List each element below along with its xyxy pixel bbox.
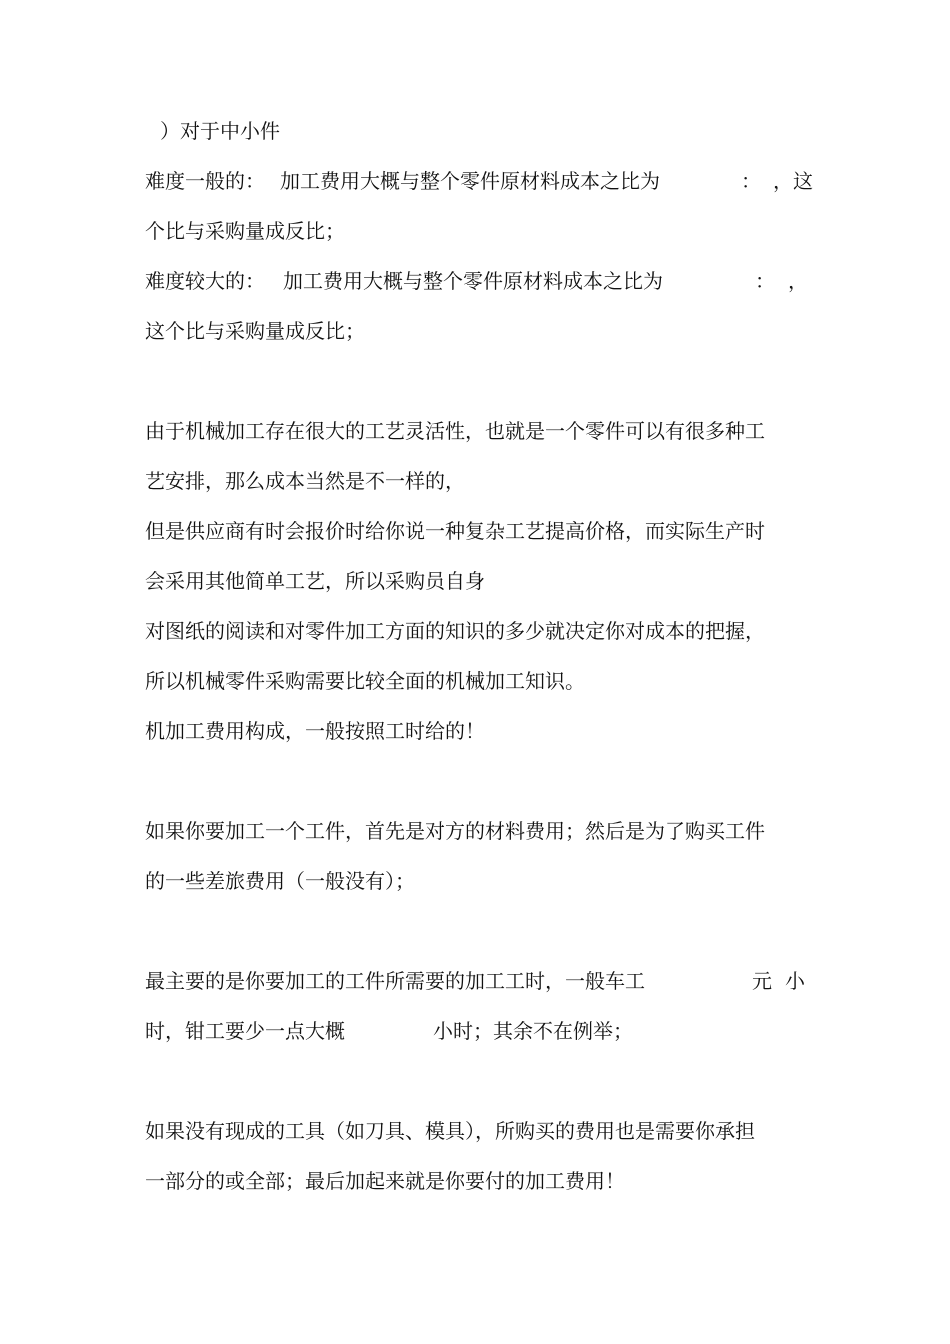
text-segment: 元 [752,969,772,993]
text-segment: ）对于中小件 [160,119,280,143]
text-segment: 小时；其余不在例举； [433,1019,633,1043]
text-segment: 小 [785,969,805,993]
text-segment: ： [755,269,775,293]
text-segment: 所以机械零件采购需要比较全面的机械加工知识。 [145,669,585,693]
text-line [145,267,810,295]
text-line [145,417,810,445]
text-segment: 如果没有现成的工具（如刀具、模具），所购买的费用也是需要你承担 [145,1119,755,1143]
text-segment: 机加工费用构成，一般按照工时给的！ [145,719,485,743]
text-line [145,967,810,995]
text-line [145,567,810,595]
text-segment: 一部分的或全部；最后加起来就是你要付的加工费用！ [145,1169,625,1193]
text-segment: 由于机械加工存在很大的工艺灵活性，也就是一个零件可以有很多种工 [145,419,765,443]
text-segment: 时，钳工要少一点大概 [145,1019,345,1043]
text-line [145,817,810,845]
text-segment: ，这 [773,169,813,193]
text-segment: 难度较大的： [145,269,265,293]
text-line [145,317,810,345]
text-segment: 的一些差旅费用（一般没有）； [145,869,415,893]
text-line [145,617,810,645]
text-line [145,167,813,195]
text-segment: 这个比与采购量成反比； [145,319,365,343]
text-line [145,217,810,245]
text-segment: 如果你要加工一个工件，首先是对方的材料费用；然后是为了购买工件 [145,819,765,843]
text-segment: 难度一般的： [145,169,265,193]
text-line [145,467,810,495]
text-line [145,667,810,695]
text-segment: 艺安排，那么成本当然是不一样的， [145,469,465,493]
text-segment: 但是供应商有时会报价时给你说一种复杂工艺提高价格，而实际生产时 [145,519,765,543]
text-segment: 最主要的是你要加工的工件所需要的加工工时，一般车工 [145,969,645,993]
text-segment: 加工费用大概与整个零件原材料成本之比为 [283,269,663,293]
text-segment: ： [741,169,761,193]
text-line [145,717,810,745]
text-segment: ， [788,269,808,293]
text-segment: 会采用其他简单工艺，所以采购员自身 [145,569,485,593]
text-line [145,117,810,145]
text-line [145,1167,810,1195]
text-segment: 个比与采购量成反比； [145,219,345,243]
text-segment: 加工费用大概与整个零件原材料成本之比为 [280,169,660,193]
text-line [145,517,810,545]
text-line [145,867,810,895]
text-line [145,1017,810,1045]
text-line [145,1117,810,1145]
text-segment: 对图纸的阅读和对零件加工方面的知识的多少就决定你对成本的把握， [145,619,765,643]
